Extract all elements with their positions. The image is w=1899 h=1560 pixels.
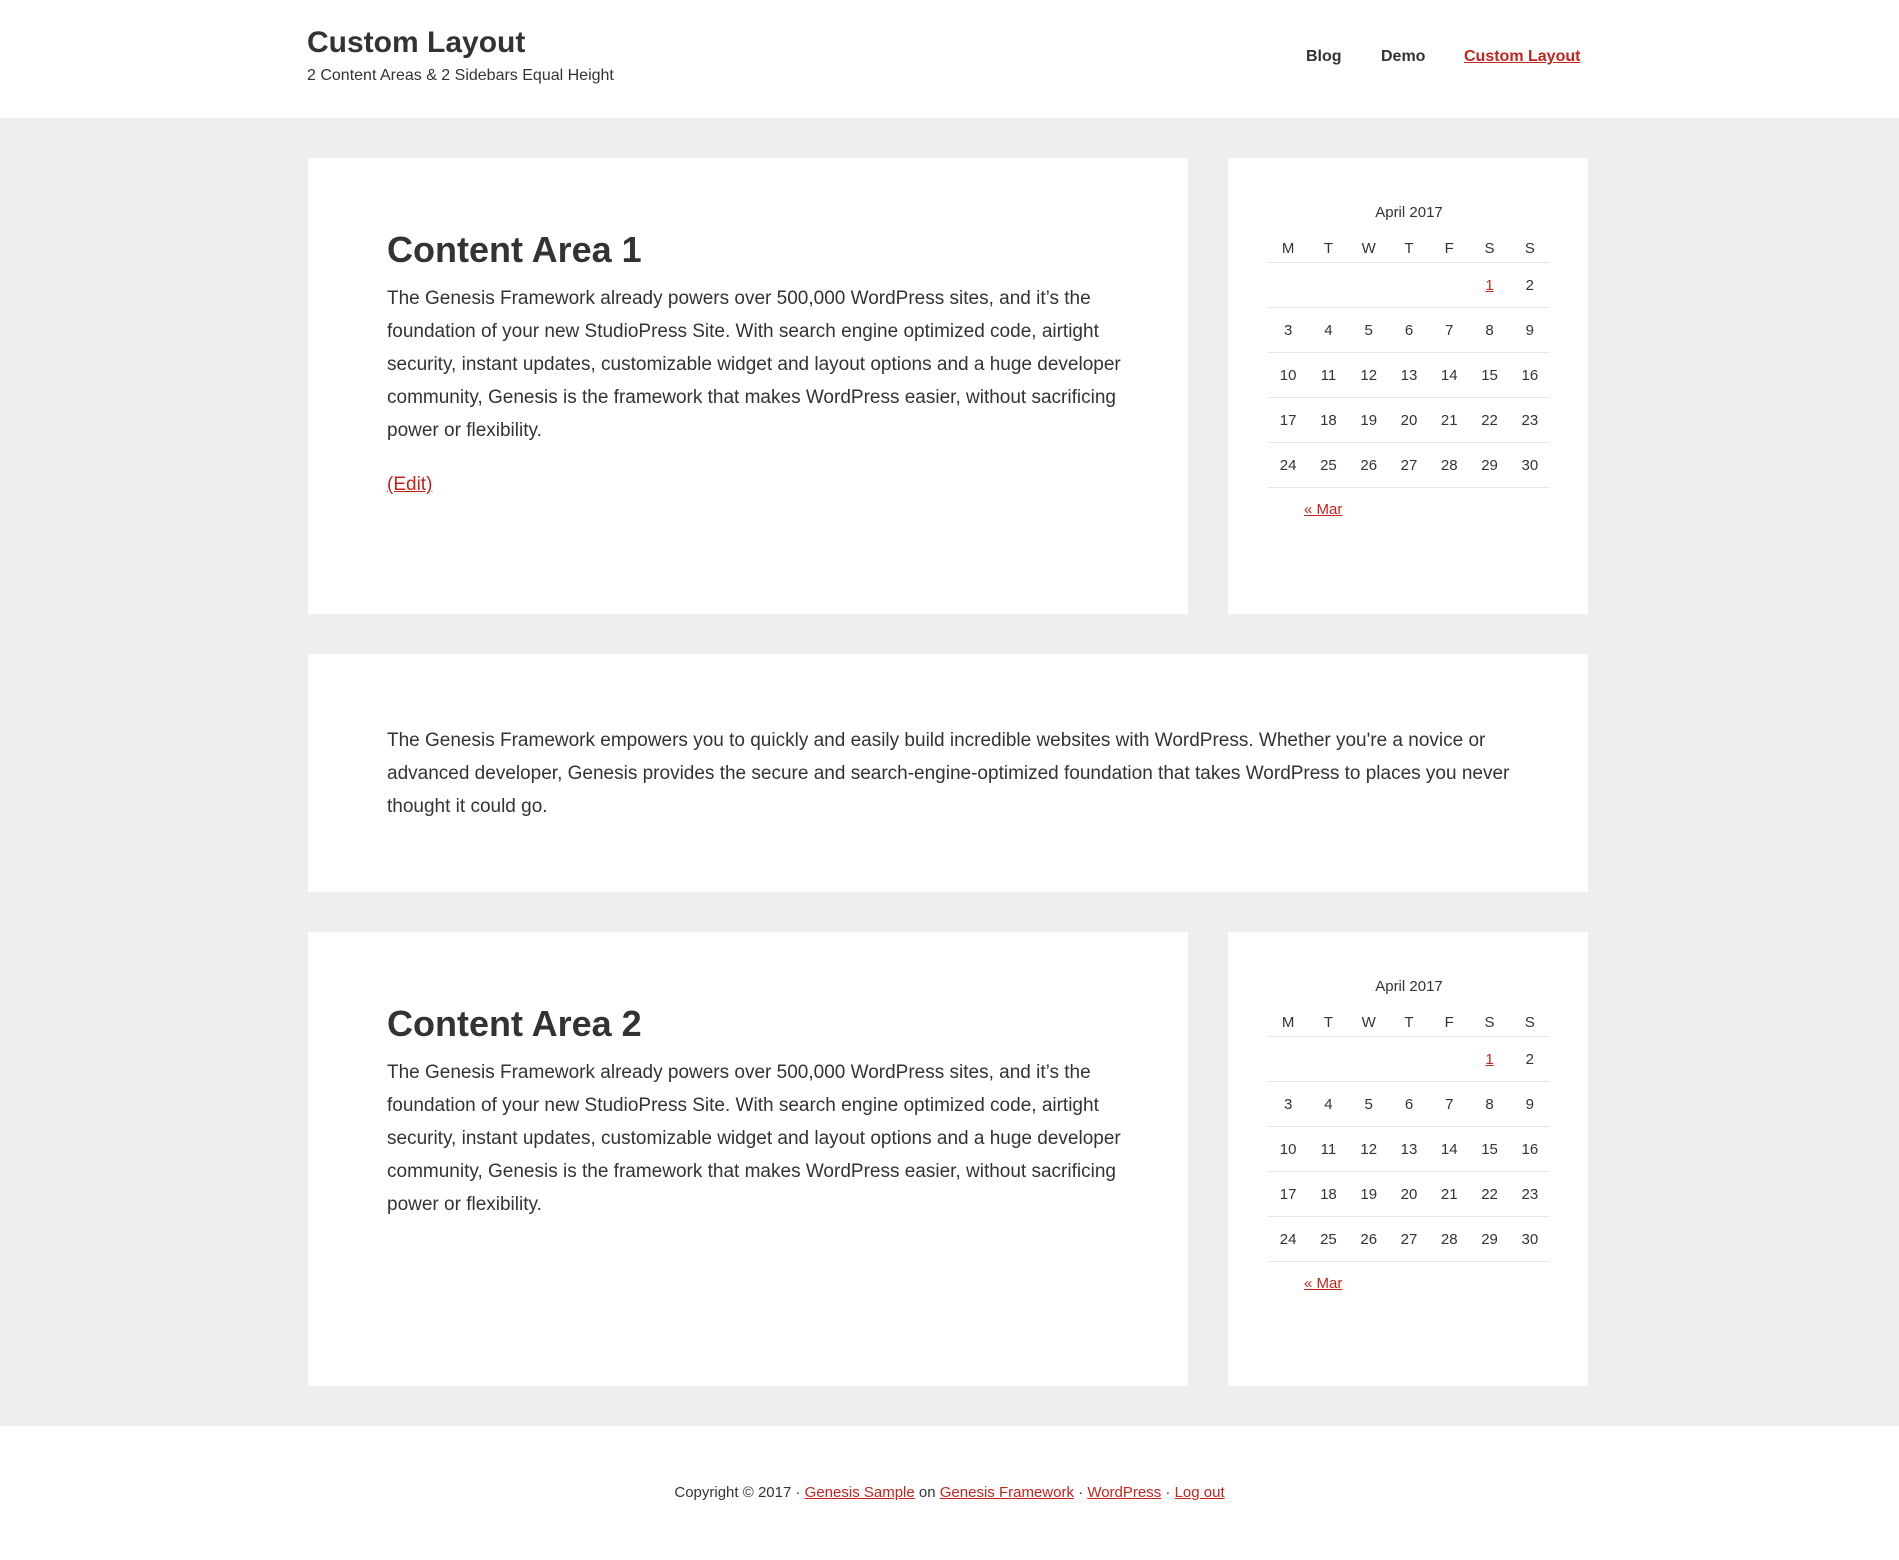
footer-copyright: Copyright © 2017 · xyxy=(674,1484,801,1501)
calendar-day: 9 xyxy=(1510,308,1550,353)
wide-content-area xyxy=(308,654,1588,892)
calendar-day: 8 xyxy=(1469,1082,1509,1127)
footer-link-genesis-framework[interactable]: Genesis Framework xyxy=(939,1484,1074,1501)
calendar-weekday: T xyxy=(1389,234,1429,263)
calendar-day: 19 xyxy=(1349,1172,1389,1217)
nav-item-blog[interactable]: Blog xyxy=(1306,48,1342,65)
calendar-day xyxy=(1349,263,1389,308)
calendar-day xyxy=(1429,263,1469,308)
calendar-day xyxy=(1429,1037,1469,1082)
calendar-day: 24 xyxy=(1268,1217,1308,1262)
calendar-day: 13 xyxy=(1389,1127,1429,1172)
calendar-day: 27 xyxy=(1389,1217,1429,1262)
site-title[interactable]: Custom Layout xyxy=(307,26,526,59)
calendar-day: 11 xyxy=(1308,353,1348,398)
calendar-week-row xyxy=(1268,353,1550,398)
calendar-caption: April 2017 xyxy=(1375,978,1443,995)
calendar-day: 23 xyxy=(1510,398,1550,443)
calendar-prev-month-link[interactable]: « Mar xyxy=(1304,1275,1343,1292)
primary-nav xyxy=(0,48,1899,72)
calendar-day xyxy=(1349,1037,1389,1082)
nav-item-custom-layout[interactable]: Custom Layout xyxy=(1464,48,1581,65)
calendar-day: 14 xyxy=(1429,1127,1469,1172)
content-area-1 xyxy=(308,158,1188,614)
calendar-weekday: T xyxy=(1308,234,1348,263)
calendar-day xyxy=(1389,1037,1429,1082)
footer-link-log-out[interactable]: Log out xyxy=(1174,1484,1225,1501)
calendar-day: 21 xyxy=(1429,1172,1469,1217)
calendar-day: 3 xyxy=(1268,1082,1308,1127)
calendar-day: 7 xyxy=(1429,1082,1469,1127)
calendar-week-row xyxy=(1268,308,1550,353)
calendar-day xyxy=(1469,263,1509,308)
calendar-caption: April 2017 xyxy=(1375,204,1443,221)
calendar-day: 10 xyxy=(1268,353,1308,398)
sidebar-2 xyxy=(1228,932,1588,1386)
content-area-2-text: The Genesis Framework already powers over 500,000 WordPress sites, and it’s the foundation of your new StudioPress Site. With search engine optimized code, airtight security, instant updates, customizable widget and layout options and a huge developer community, Genesis is the framework that makes WordPress easier, without sacrificing power or flexibility. xyxy=(387,1062,1121,1215)
calendar-day: 5 xyxy=(1349,308,1389,353)
calendar-weekday: S xyxy=(1469,1008,1509,1037)
calendar-day: 4 xyxy=(1308,308,1348,353)
calendar-table xyxy=(1268,1008,1550,1262)
calendar-day-link[interactable]: 1 xyxy=(1485,276,1494,294)
calendar-weekday: T xyxy=(1389,1008,1429,1037)
calendar-weekday: M xyxy=(1268,1008,1308,1037)
calendar-day: 14 xyxy=(1429,353,1469,398)
calendar-day: 25 xyxy=(1308,443,1348,488)
calendar-day: 19 xyxy=(1349,398,1389,443)
footer-on: on xyxy=(918,1484,936,1501)
calendar-day: 6 xyxy=(1389,1082,1429,1127)
site-footer xyxy=(0,1426,1899,1560)
calendar-day: 30 xyxy=(1510,1217,1550,1262)
calendar-day: 5 xyxy=(1349,1082,1389,1127)
calendar-weekday: F xyxy=(1429,1008,1469,1037)
calendar-day: 8 xyxy=(1469,308,1509,353)
calendar-weekday: F xyxy=(1429,234,1469,263)
calendar-day: 3 xyxy=(1268,308,1308,353)
calendar-prev-month-link[interactable]: « Mar xyxy=(1304,501,1343,518)
calendar-day: 11 xyxy=(1308,1127,1348,1172)
calendar-weekday: T xyxy=(1308,1008,1348,1037)
calendar-day xyxy=(1308,263,1348,308)
footer-separator: · xyxy=(1078,1484,1084,1501)
calendar-week-row xyxy=(1268,1172,1550,1217)
calendar-day: 16 xyxy=(1510,353,1550,398)
content-area-2 xyxy=(308,932,1188,1386)
calendar-day: 22 xyxy=(1469,398,1509,443)
calendar-day xyxy=(1308,1037,1348,1082)
calendar-day: 21 xyxy=(1429,398,1469,443)
calendar-day: 30 xyxy=(1510,443,1550,488)
calendar-day: 17 xyxy=(1268,398,1308,443)
calendar-day: 6 xyxy=(1389,308,1429,353)
calendar-day: 20 xyxy=(1389,398,1429,443)
site-description: 2 Content Areas & 2 Sidebars Equal Height xyxy=(307,67,614,84)
calendar-day: 26 xyxy=(1349,1217,1389,1262)
calendar-day xyxy=(1389,263,1429,308)
nav-item-demo[interactable]: Demo xyxy=(1381,48,1426,65)
calendar-day: 10 xyxy=(1268,1127,1308,1172)
calendar-weekday: S xyxy=(1469,234,1509,263)
footer-credits xyxy=(0,1484,1899,1501)
calendar-day xyxy=(1469,1037,1509,1082)
calendar-day: 20 xyxy=(1389,1172,1429,1217)
calendar-weekday: W xyxy=(1349,1008,1389,1037)
calendar-weekday: S xyxy=(1510,234,1550,263)
calendar-day: 15 xyxy=(1469,353,1509,398)
content-area-1-text: The Genesis Framework already powers over 500,000 WordPress sites, and it’s the foundation of your new StudioPress Site. With search engine optimized code, airtight security, instant updates, customizable widget and layout options and a huge developer community, Genesis is the framework that makes WordPress easier, without sacrificing power or flexibility. xyxy=(387,288,1121,441)
calendar-day: 13 xyxy=(1389,353,1429,398)
sidebar-1 xyxy=(1228,158,1588,614)
calendar-day: 18 xyxy=(1308,398,1348,443)
calendar-day: 2 xyxy=(1510,1037,1550,1082)
calendar-day: 12 xyxy=(1349,353,1389,398)
calendar-day: 27 xyxy=(1389,443,1429,488)
calendar-day: 25 xyxy=(1308,1217,1348,1262)
calendar-day: 28 xyxy=(1429,1217,1469,1262)
calendar-weekday: M xyxy=(1268,234,1308,263)
calendar-week-row xyxy=(1268,398,1550,443)
wide-content-text: The Genesis Framework empowers you to quickly and easily build incredible websites with WordPress. Whether you're a novice or advanced developer, Genesis provides the secure and search-engine-optimized foundation that takes WordPress to places you never thought it could go. xyxy=(387,730,1510,817)
calendar-day: 4 xyxy=(1308,1082,1348,1127)
calendar-day: 24 xyxy=(1268,443,1308,488)
calendar-week-row xyxy=(1268,263,1550,308)
content-area-1-title: Content Area 1 xyxy=(387,229,642,270)
footer-link-genesis-sample[interactable]: Genesis Sample xyxy=(804,1484,915,1501)
calendar-day: 29 xyxy=(1469,443,1509,488)
calendar-week-row xyxy=(1268,1037,1550,1082)
calendar-week-row xyxy=(1268,1082,1550,1127)
calendar-weekday: S xyxy=(1510,1008,1550,1037)
content-area-2-title: Content Area 2 xyxy=(387,1003,642,1044)
calendar-day: 9 xyxy=(1510,1082,1550,1127)
calendar-day: 23 xyxy=(1510,1172,1550,1217)
calendar-day: 7 xyxy=(1429,308,1469,353)
calendar-weekday: W xyxy=(1349,234,1389,263)
calendar-day xyxy=(1268,263,1308,308)
calendar-day: 29 xyxy=(1469,1217,1509,1262)
site-header xyxy=(0,0,1899,118)
calendar-day: 18 xyxy=(1308,1172,1348,1217)
calendar-day: 12 xyxy=(1349,1127,1389,1172)
calendar-day: 16 xyxy=(1510,1127,1550,1172)
calendar-day: 28 xyxy=(1429,443,1469,488)
calendar-day: 17 xyxy=(1268,1172,1308,1217)
calendar-table xyxy=(1268,234,1550,488)
calendar-day: 15 xyxy=(1469,1127,1509,1172)
footer-link-wordpress[interactable]: WordPress xyxy=(1087,1484,1162,1501)
calendar-day: 26 xyxy=(1349,443,1389,488)
calendar-day: 22 xyxy=(1469,1172,1509,1217)
calendar-week-row xyxy=(1268,1217,1550,1262)
calendar-week-row xyxy=(1268,443,1550,488)
calendar-week-row xyxy=(1268,1127,1550,1172)
calendar-day: 2 xyxy=(1510,263,1550,308)
calendar-day xyxy=(1268,1037,1308,1082)
calendar-day-link[interactable]: 1 xyxy=(1485,1050,1494,1068)
edit-link[interactable]: (Edit) xyxy=(387,474,433,495)
footer-separator: · xyxy=(1165,1484,1171,1501)
